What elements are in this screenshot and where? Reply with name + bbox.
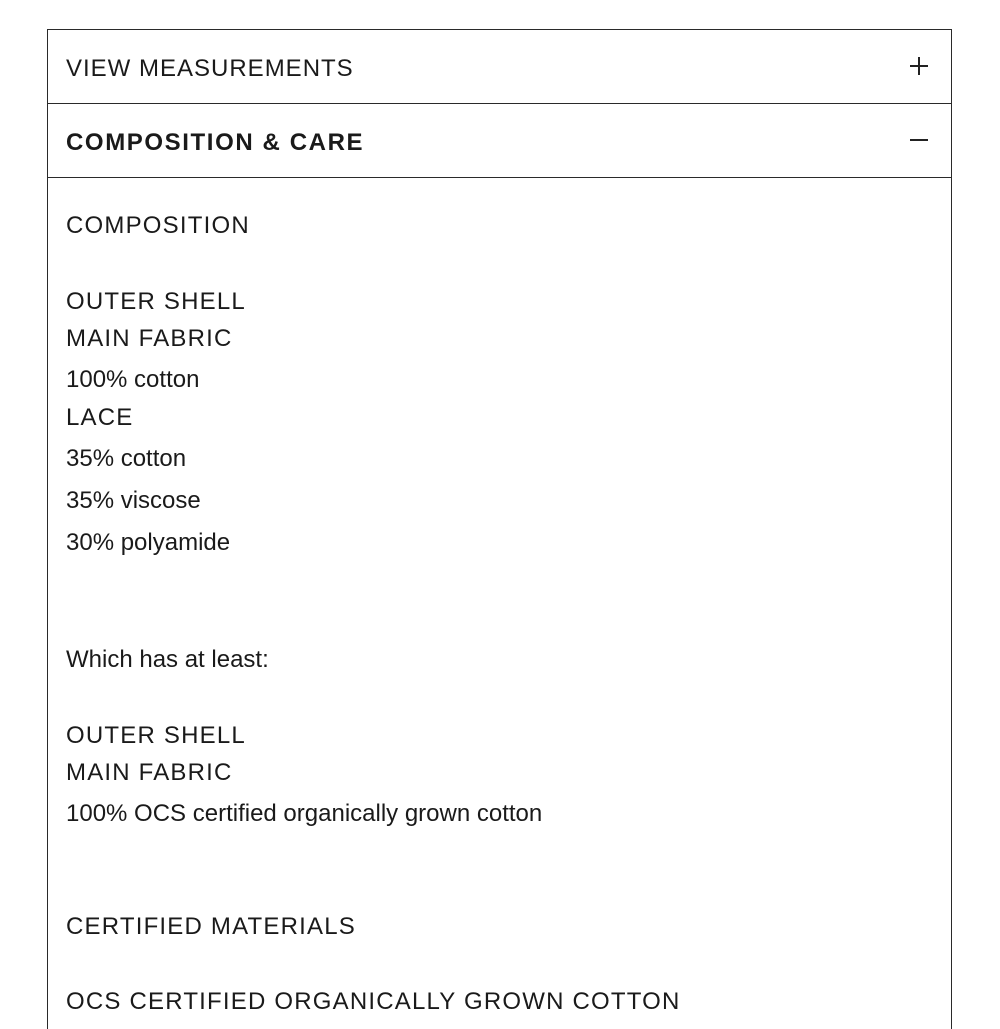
lace-value: 35% viscose	[66, 487, 201, 514]
certified-material-item: OCS CERTIFIED ORGANICALLY GROWN COTTON	[66, 988, 681, 1015]
composition-care-toggle[interactable]	[48, 104, 951, 178]
composition-care-title: COMPOSITION & CARE	[66, 129, 365, 156]
main-fabric-label: MAIN FABRIC	[66, 325, 233, 352]
composition-heading: COMPOSITION	[66, 212, 250, 239]
view-measurements-title: VIEW MEASUREMENTS	[66, 55, 354, 82]
main-fabric-label: MAIN FABRIC	[66, 759, 233, 786]
outer-shell-label: OUTER SHELL	[66, 288, 246, 315]
product-details-accordion	[47, 29, 952, 1029]
view-measurements-toggle[interactable]	[48, 30, 951, 104]
certified-materials-heading: CERTIFIED MATERIALS	[66, 913, 356, 940]
minus-icon[interactable]	[909, 130, 929, 150]
main-fabric-value: 100% cotton	[66, 366, 200, 393]
outer-shell-label: OUTER SHELL	[66, 722, 246, 749]
at-least-intro: Which has at least:	[66, 646, 269, 673]
plus-icon[interactable]	[909, 56, 929, 76]
lace-value: 30% polyamide	[66, 529, 231, 556]
lace-value: 35% cotton	[66, 445, 187, 472]
organic-cotton-value: 100% OCS certified organically grown cotton	[66, 800, 543, 827]
lace-label: LACE	[66, 404, 134, 431]
